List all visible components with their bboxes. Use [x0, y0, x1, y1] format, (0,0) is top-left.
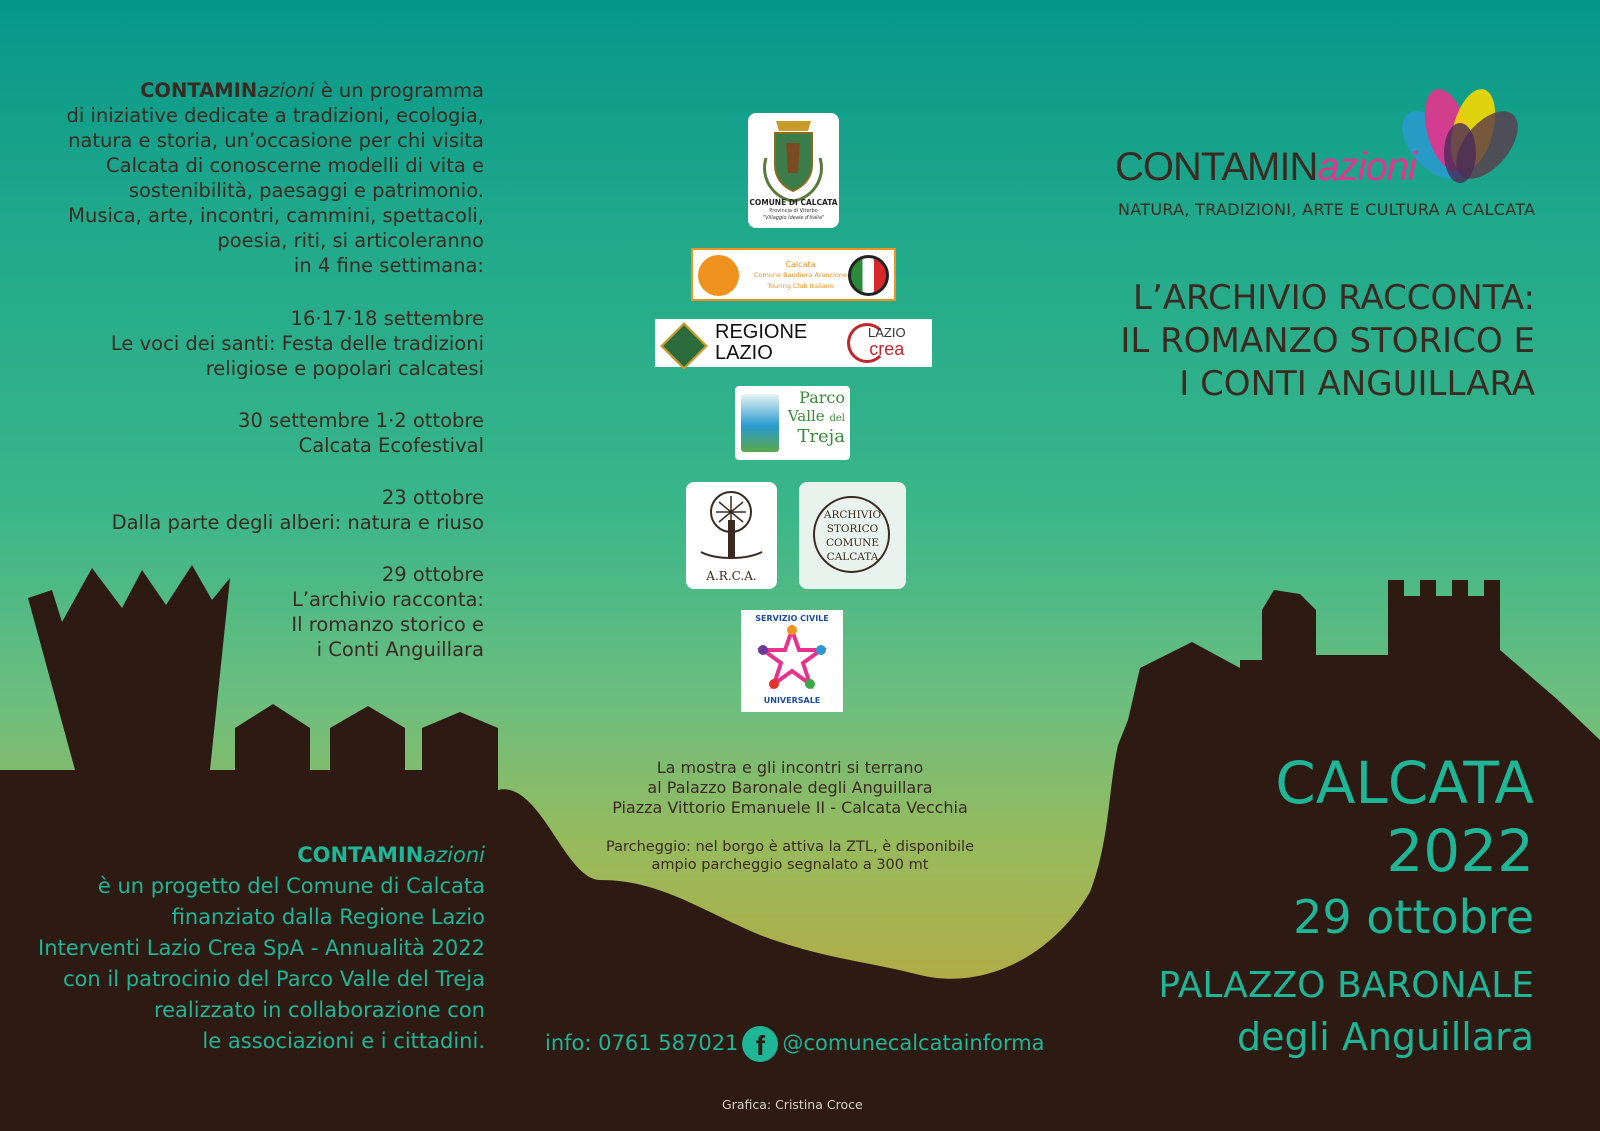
regione-line2: LAZIO	[715, 342, 773, 364]
parking-info	[560, 838, 1020, 874]
logo-bandiera-arancione	[691, 248, 896, 301]
arca-label: A.R.C.A.	[706, 569, 757, 583]
regione-crest-icon	[660, 322, 708, 370]
logo-archivio-storico	[799, 482, 906, 589]
intro-line: di iniziative dedicate a tradizioni, ecologia,	[66, 104, 484, 127]
regione-line1: REGIONE	[715, 321, 808, 343]
project-line: finanziato dalla Regione Lazio	[171, 905, 485, 929]
crea-bottom: crea	[869, 339, 905, 359]
venue-line: al Palazzo Baronale degli Anguillara	[647, 778, 933, 797]
event-date: 29 ottobre	[381, 563, 484, 586]
logo-comune-calcata	[748, 113, 839, 228]
comune-name: COMUNE DI CALCATA	[749, 198, 838, 207]
project-brand-bold: CONTAMIN	[297, 843, 424, 867]
comune-sub: Provincia di Viterbo	[769, 208, 818, 214]
parking-line: Parcheggio: nel borgo è attiva la ZTL, è disponibile	[605, 839, 974, 855]
event-title: Le voci dei santi: Festa delle tradizioni	[110, 332, 484, 355]
parco-line1: Parco	[799, 388, 845, 407]
venue-info	[560, 758, 1020, 818]
event-item	[40, 485, 484, 535]
crea-top: LAZIO	[868, 325, 906, 340]
logo-servizio-civile	[741, 610, 843, 712]
servizio-top: SERVIZIO CIVILE	[755, 614, 829, 623]
event-date: 30 settembre 1·2 ottobre	[238, 409, 484, 432]
bandiera-line3: Touring Club Italiano	[767, 282, 834, 290]
place-line2: degli Anguillara	[1237, 1015, 1534, 1059]
touring-club-icon	[848, 255, 889, 296]
logo-arca	[686, 482, 777, 589]
archivio-line: COMUNE	[825, 537, 880, 549]
intro-line: Musica, arte, incontri, cammini, spettacoli,	[68, 204, 484, 227]
parco-line3: Treja	[797, 426, 845, 447]
title-line: IL ROMANZO STORICO E	[1120, 321, 1535, 361]
events-list	[40, 306, 484, 689]
brand-logo-text	[1115, 145, 1416, 190]
intro-line: poesia, riti, si articoleranno	[217, 229, 484, 252]
intro-line: Calcata di conoscerne modelli di vita e	[106, 154, 484, 177]
tower-waterfall-icon	[741, 394, 779, 452]
parco-line2b: del	[829, 413, 845, 424]
title-line: L’ARCHIVIO RACCONTA:	[1133, 278, 1535, 318]
title-line: I CONTI ANGUILLARA	[1179, 364, 1535, 404]
bandiera-line1: Calcata	[785, 260, 816, 269]
event-title: religiose e popolari calcatesi	[205, 357, 484, 380]
intro-text	[40, 78, 484, 278]
contact-line	[545, 1026, 1045, 1062]
project-info	[30, 840, 485, 1057]
logo-parco-treja	[735, 386, 850, 460]
archivio-line: STORICO	[826, 523, 879, 535]
archivio-line: ARCHIVIO	[823, 509, 882, 521]
event-item	[40, 408, 484, 458]
project-line: è un progetto del Comune di Calcata	[97, 874, 485, 898]
bandiera-line2: Comune Bandiera Arancione	[753, 271, 848, 279]
brand-logo-italic: azioni	[1317, 145, 1416, 189]
brand-subtitle: NATURA, TRADIZIONI, ARTE E CULTURA A CALCATA	[1118, 200, 1536, 219]
servizio-bottom: UNIVERSALE	[763, 696, 821, 705]
project-line: realizzato in collaborazione con	[153, 998, 485, 1022]
archivio-line: CALCATA	[826, 551, 879, 563]
parco-line2: Valle	[787, 407, 825, 425]
intro-line: sostenibilità, paesaggi e patrimonio.	[128, 179, 484, 202]
event-date: 16·17·18 settembre	[290, 307, 484, 330]
event-title-main	[1080, 277, 1535, 406]
brand-italic: azioni	[257, 79, 315, 102]
event-date-main: 29 ottobre	[1293, 890, 1534, 944]
parking-line: ampio parcheggio segnalato a 300 mt	[651, 857, 929, 873]
event-date: 23 ottobre	[381, 486, 484, 509]
facebook-handle[interactable]: @comunecalcatainforma	[782, 1031, 1045, 1055]
city-name: CALCATA	[1275, 749, 1534, 817]
facebook-icon[interactable]: f	[742, 1026, 778, 1062]
brand-bold: CONTAMIN	[140, 79, 258, 102]
contact-phone[interactable]: info: 0761 587021	[545, 1031, 739, 1055]
event-title: L’archivio racconta:	[291, 588, 484, 611]
project-brand-italic: azioni	[423, 843, 485, 867]
orange-flag-icon	[698, 255, 739, 296]
logo-regione-lazio	[655, 319, 932, 367]
event-title: Calcata Ecofestival	[298, 434, 484, 457]
intro-line: in 4 fine settimana:	[293, 254, 484, 277]
event-title: i Conti Anguillara	[316, 638, 484, 661]
event-item	[40, 306, 484, 381]
event-title: Il romanzo storico e	[291, 613, 484, 636]
project-line: le associazioni e i cittadini.	[202, 1029, 485, 1053]
project-line: Interventi Lazio Crea SpA - Annualità 2022	[38, 936, 485, 960]
intro-line: natura e storia, un’occasione per chi visita	[68, 129, 484, 152]
graphic-credit: Grafica: Cristina Croce	[722, 1097, 863, 1112]
event-item	[40, 562, 484, 662]
venue-line: La mostra e gli incontri si terrano	[656, 758, 924, 777]
place-line1: PALAZZO BARONALE	[1158, 965, 1534, 1006]
venue-line: Piazza Vittorio Emanuele II - Calcata Vecchia	[612, 798, 968, 817]
brand-logo-bold: CONTAMIN	[1115, 145, 1318, 189]
bandiera-text	[748, 259, 853, 292]
intro-first-line: è un programma	[314, 79, 484, 102]
project-line: con il patrocinio del Parco Valle del Treja	[63, 967, 485, 991]
comune-motto: "Villaggio Ideale d'Italia"	[762, 215, 825, 221]
event-title: Dalla parte degli alberi: natura e riuso	[111, 511, 484, 534]
year: 2022	[1386, 817, 1534, 885]
